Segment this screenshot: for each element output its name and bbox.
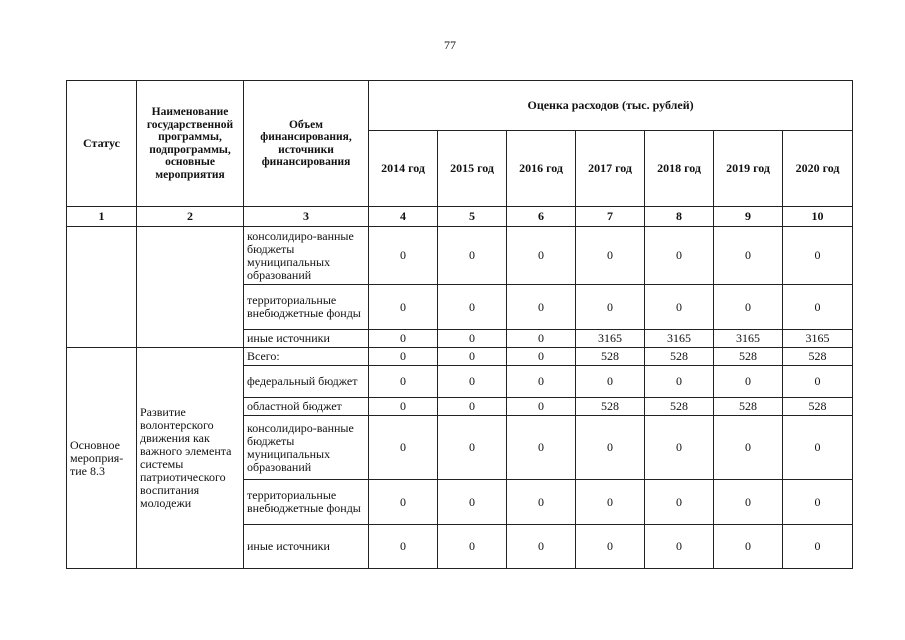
value-cell: 0 [369,480,438,525]
value-cell: 0 [576,366,645,398]
column-number: 4 [369,207,438,227]
value-cell: 0 [369,285,438,330]
column-number: 7 [576,207,645,227]
value-cell: 0 [576,285,645,330]
value-cell: 0 [507,227,576,285]
value-cell: 0 [645,480,714,525]
source-cell: консолидиро-ванные бюджеты муниципальных образований [244,227,369,285]
value-cell: 0 [783,227,853,285]
value-cell: 0 [645,285,714,330]
value-cell: 0 [507,330,576,348]
value-cell: 3165 [645,330,714,348]
value-cell: 0 [438,480,507,525]
value-cell: 528 [576,348,645,366]
value-cell: 0 [369,398,438,416]
column-number: 1 [67,207,137,227]
value-cell: 0 [714,285,783,330]
source-cell: территориальные внебюджетные фонды [244,285,369,330]
source-cell: консолидиро-ванные бюджеты муниципальных образований [244,416,369,480]
source-cell: федеральный бюджет [244,366,369,398]
value-cell: 0 [438,285,507,330]
value-cell: 528 [783,348,853,366]
header-expense-estimate: Оценка расходов (тыс. рублей) [369,81,853,131]
page-number: 77 [444,38,456,52]
column-number: 9 [714,207,783,227]
value-cell: 0 [576,416,645,480]
value-cell: 528 [714,398,783,416]
value-cell: 0 [714,366,783,398]
source-cell: областной бюджет [244,398,369,416]
value-cell: 3165 [783,330,853,348]
value-cell: 0 [369,348,438,366]
header-year: 2020 год [783,131,853,207]
value-cell: 0 [783,366,853,398]
value-cell: 3165 [576,330,645,348]
value-cell: 0 [438,398,507,416]
status-cell-empty [67,227,137,348]
header-year: 2015 год [438,131,507,207]
budget-table [66,80,853,569]
value-cell: 0 [369,525,438,569]
value-cell: 0 [438,525,507,569]
value-cell: 0 [507,480,576,525]
value-cell: 528 [576,398,645,416]
value-cell: 0 [369,330,438,348]
header-year: 2016 год [507,131,576,207]
source-cell: Всего: [244,348,369,366]
table-row [67,227,853,285]
value-cell: 0 [645,525,714,569]
header-year: 2014 год [369,131,438,207]
value-cell: 0 [714,480,783,525]
value-cell: 0 [714,227,783,285]
header-year: 2018 год [645,131,714,207]
value-cell: 0 [783,480,853,525]
header-program-name: Наименование государственной программы, подпрограммы, основные мероприятия [137,81,244,207]
value-cell: 0 [507,398,576,416]
value-cell: 0 [645,366,714,398]
value-cell: 3165 [714,330,783,348]
value-cell: 0 [438,227,507,285]
value-cell: 0 [438,348,507,366]
value-cell: 528 [714,348,783,366]
value-cell: 0 [714,416,783,480]
status-cell: Основное мероприя-тие 8.3 [67,348,137,569]
source-cell: иные источники [244,525,369,569]
value-cell: 0 [783,416,853,480]
source-cell: иные источники [244,330,369,348]
column-number: 10 [783,207,853,227]
value-cell: 0 [645,227,714,285]
value-cell: 0 [576,480,645,525]
value-cell: 0 [438,366,507,398]
value-cell: 0 [507,525,576,569]
value-cell: 0 [507,416,576,480]
header-status: Статус [67,81,137,207]
value-cell: 0 [576,525,645,569]
value-cell: 528 [645,348,714,366]
value-cell: 0 [438,330,507,348]
value-cell: 0 [507,348,576,366]
column-number: 3 [244,207,369,227]
column-number: 8 [645,207,714,227]
table-row [67,348,853,366]
name-cell-empty [137,227,244,348]
value-cell: 0 [369,416,438,480]
header-year: 2017 год [576,131,645,207]
program-name-cell: Развитие волонтерского движения как важного элемента системы патриотического воспитания молодежи [137,348,244,569]
value-cell: 0 [369,366,438,398]
value-cell: 0 [507,285,576,330]
value-cell: 0 [507,366,576,398]
column-number: 6 [507,207,576,227]
header-financing-volume: Объем финансирования, источники финансирования [244,81,369,207]
value-cell: 0 [576,227,645,285]
column-number: 2 [137,207,244,227]
value-cell: 0 [645,416,714,480]
value-cell: 0 [369,227,438,285]
column-number: 5 [438,207,507,227]
value-cell: 0 [783,285,853,330]
value-cell: 0 [783,525,853,569]
value-cell: 0 [438,416,507,480]
value-cell: 528 [645,398,714,416]
value-cell: 528 [783,398,853,416]
source-cell: территориальные внебюджетные фонды [244,480,369,525]
header-year: 2019 год [714,131,783,207]
value-cell: 0 [714,525,783,569]
